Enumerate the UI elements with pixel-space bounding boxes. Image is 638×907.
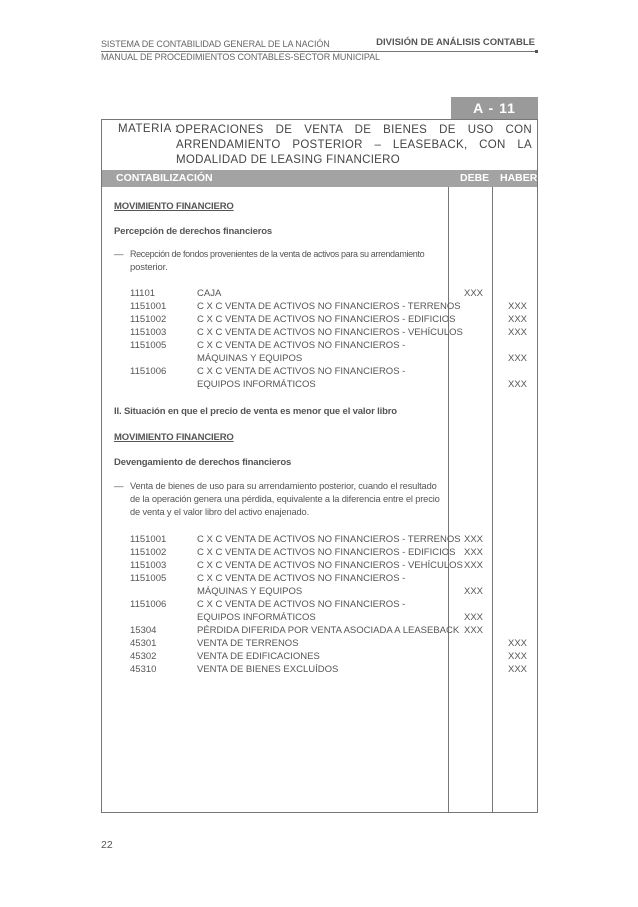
account-code: 45310 (130, 664, 157, 675)
account-code: 1151002 (130, 314, 167, 325)
debe-value: XXX (464, 534, 484, 545)
section1-mov-title: MOVIMIENTO FINANCIERO (114, 201, 234, 212)
haber-value: XXX (508, 353, 528, 364)
haber-value: XXX (508, 327, 528, 338)
account-description: PÉRDIDA DIFERIDA POR VENTA ASOCIADA A LEASEBACK (197, 625, 460, 636)
debe-value: XXX (464, 560, 484, 571)
header-division: DIVISIÓN DE ANÁLISIS CONTABLE (376, 37, 535, 48)
account-code: 1151003 (130, 560, 167, 571)
account-code: 1151002 (130, 547, 167, 558)
account-description: C X C VENTA DE ACTIVOS NO FINANCIEROS - TERRENOS (197, 534, 461, 545)
account-description-cont: MÁQUINAS Y EQUIPOS (197, 586, 303, 597)
account-description: C X C VENTA DE ACTIVOS NO FINANCIEROS - (197, 340, 406, 351)
account-description: C X C VENTA DE ACTIVOS NO FINANCIEROS - (197, 573, 406, 584)
column-debe: DEBE (460, 172, 490, 184)
account-description: VENTA DE BIENES EXCLUÍDOS (197, 664, 339, 675)
section1-desc-line2: posterior. (130, 262, 168, 273)
account-description: C X C VENTA DE ACTIVOS NO FINANCIEROS - EDIFICIOS (197, 547, 456, 558)
section2-desc-line2: de la operación genera una pérdida, equivalente a la diferencia entre el precio (130, 494, 440, 504)
debe-divider (448, 187, 449, 813)
account-description: VENTA DE TERRENOS (197, 638, 299, 649)
account-description: CAJA (197, 288, 222, 299)
account-code: 1151005 (130, 573, 167, 584)
account-code: 1151006 (130, 599, 167, 610)
account-description-cont: MÁQUINAS Y EQUIPOS (197, 353, 303, 364)
debe-value: XXX (464, 586, 484, 597)
debe-value: XXX (464, 547, 484, 558)
document-code: A - 11 (451, 97, 538, 119)
account-code: 1151001 (130, 301, 167, 312)
column-header-bar (102, 170, 537, 187)
section2-desc-line3: de venta y el valor libro del activo enajenado. (130, 507, 310, 517)
debe-value: XXX (464, 612, 484, 623)
header-rule-end (535, 50, 538, 53)
haber-value: XXX (508, 301, 528, 312)
column-contabilizacion: CONTABILIZACIÓN (116, 172, 213, 184)
account-description: C X C VENTA DE ACTIVOS NO FINANCIEROS - EDIFICIOS (197, 314, 456, 325)
debe-value: XXX (464, 625, 484, 636)
account-description-cont: EQUIPOS INFORMÁTICOS (197, 379, 316, 390)
account-code: 1151006 (130, 366, 167, 377)
account-code: 45301 (130, 638, 157, 649)
haber-value: XXX (508, 651, 528, 662)
account-description: VENTA DE EDIFICACIONES (197, 651, 320, 662)
header-title: SISTEMA DE CONTABILIDAD GENERAL DE LA NACIÓN (101, 39, 330, 49)
debe-value: XXX (464, 288, 484, 299)
account-code: 1151001 (130, 534, 167, 545)
section2-subtitle: Devengamiento de derechos financieros (114, 457, 292, 468)
account-description: C X C VENTA DE ACTIVOS NO FINANCIEROS - VEHÍCULOS (197, 560, 463, 571)
page-number: 22 (101, 839, 113, 851)
header-subtitle: MANUAL DE PROCEDIMIENTOS CONTABLES-SECTOR MUNICIPAL (101, 52, 380, 62)
haber-divider (492, 187, 493, 813)
section1-dash: — (114, 249, 124, 260)
account-code: 15304 (130, 625, 157, 636)
section2-mov-title: MOVIMIENTO FINANCIERO (114, 432, 234, 443)
account-description: C X C VENTA DE ACTIVOS NO FINANCIEROS - (197, 366, 406, 377)
account-code: 1151003 (130, 327, 167, 338)
account-code: 45302 (130, 651, 157, 662)
haber-value: XXX (508, 638, 528, 649)
account-code: 11101 (130, 288, 156, 299)
section2-dash: — (114, 481, 124, 492)
haber-value: XXX (508, 314, 528, 325)
section1-desc-line1: Recepción de fondos provenientes de la venta de activos para su arrendamiento (130, 249, 425, 259)
column-haber: HABER (500, 172, 538, 184)
materia-label: MATERIA : (118, 123, 179, 135)
account-description: C X C VENTA DE ACTIVOS NO FINANCIEROS - TERRENOS (197, 301, 461, 312)
materia-text: OPERACIONES DE VENTA DE BIENES DE USO CON ARRENDAMIENTO POSTERIOR – LEASEBACK, CON LA MODALIDAD DE LEASING FINANCIERO (176, 124, 532, 166)
account-description-cont: EQUIPOS INFORMÁTICOS (197, 612, 316, 623)
account-description: C X C VENTA DE ACTIVOS NO FINANCIEROS - VEHÍCULOS (197, 327, 463, 338)
section1-subtitle: Percepción de derechos financieros (114, 226, 273, 237)
section2-desc-line1: Venta de bienes de uso para su arrendamiento posterior, cuando el resultado (130, 481, 437, 491)
header-rule (101, 51, 537, 52)
account-description: C X C VENTA DE ACTIVOS NO FINANCIEROS - (197, 599, 406, 610)
account-code: 1151005 (130, 340, 167, 351)
haber-value: XXX (508, 664, 528, 675)
haber-value: XXX (508, 379, 528, 390)
section2-title: II. Situación en que el precio de venta es menor que el valor libro (114, 406, 397, 417)
